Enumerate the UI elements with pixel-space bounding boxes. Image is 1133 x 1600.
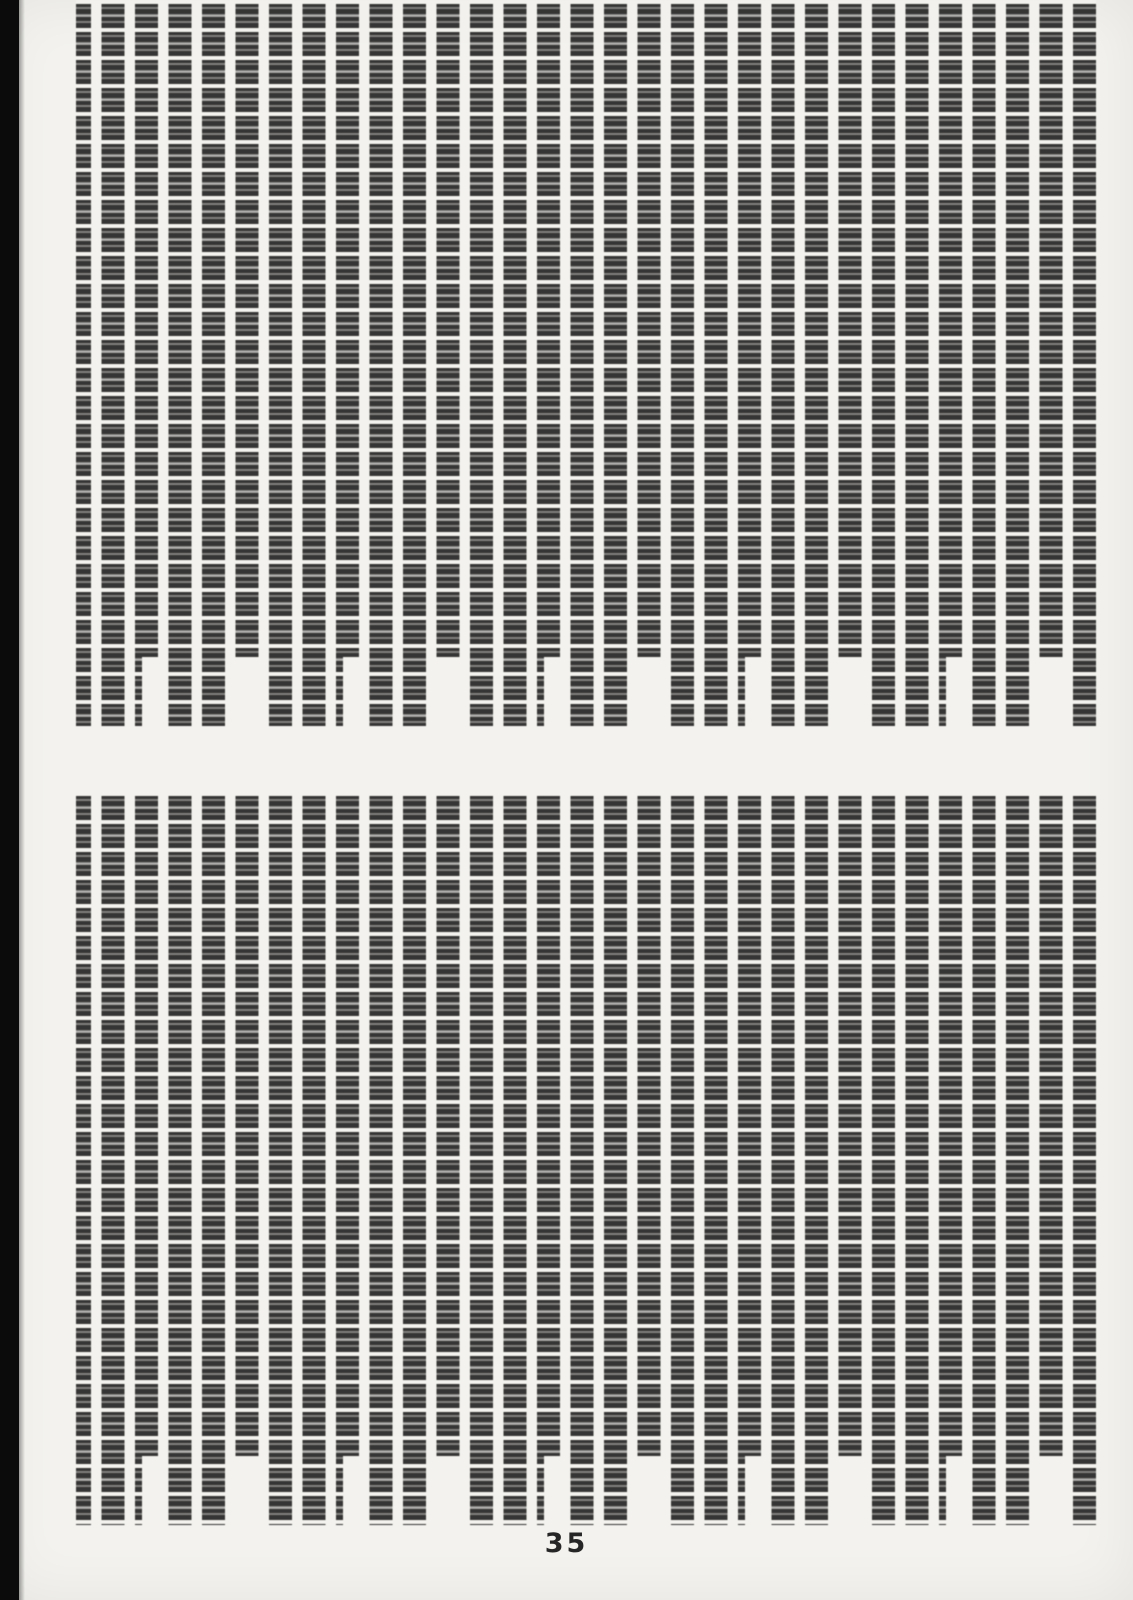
vertical-text-block-top <box>76 0 1096 726</box>
vertical-text-block-bottom <box>76 792 1096 1525</box>
page-number: 35 <box>544 1528 589 1559</box>
scan-border-left <box>0 0 19 1600</box>
